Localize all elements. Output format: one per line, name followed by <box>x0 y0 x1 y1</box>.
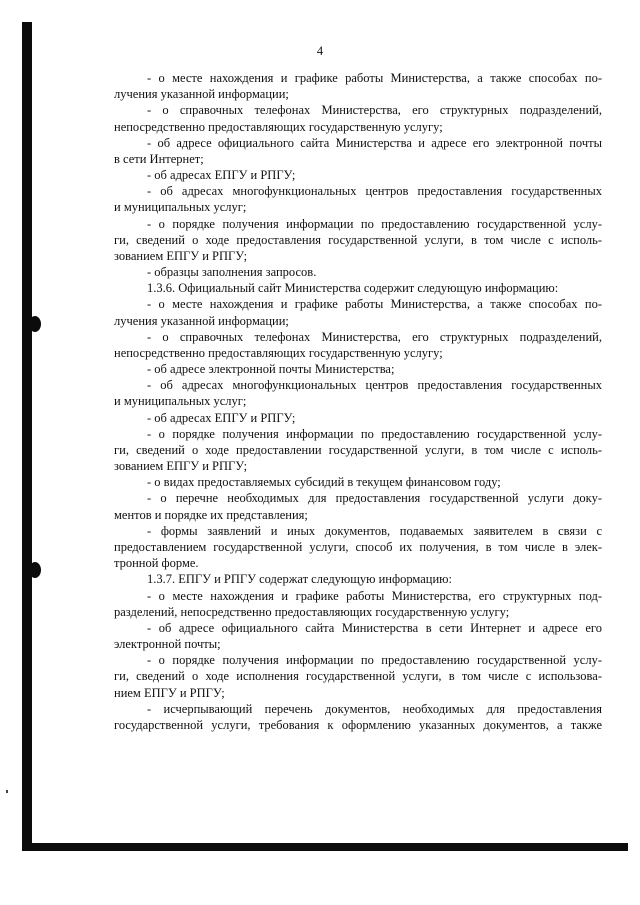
text-line: ги, сведений о ходе предоставлении государственной услуги, в том числе с исполь- <box>114 442 602 457</box>
text-line: - о справочных телефонах Министерства, его структурных подразделений, <box>147 103 602 118</box>
text-line: зованием ЕПГУ и РПГУ; <box>114 248 248 263</box>
text-line: ментов и порядке их представления; <box>114 507 308 522</box>
text-line: - об адресах ЕПГУ и РПГУ; <box>147 410 296 425</box>
text-line: - о порядке получения информации по предоставлению государственной услу- <box>147 216 602 231</box>
page-number: 4 <box>316 44 324 58</box>
text-line: 1.3.7. ЕПГУ и РПГУ содержат следующую информацию: <box>147 572 452 587</box>
text-line: - об адресах многофункциональных центров предоставления государственных <box>147 378 602 393</box>
text-line: разделений, непосредственно предоставляющих государственную услугу; <box>114 604 510 619</box>
text-line: лучения указанной информации; <box>114 313 289 328</box>
text-line: - о справочных телефонах Министерства, его структурных подразделений, <box>147 329 602 344</box>
text-line: ги, сведений о ходе исполнения государственной услуги, в том числе с использова- <box>114 669 602 684</box>
text-line: - о видах предоставляемых субсидий в текущем финансовом году; <box>147 475 501 490</box>
scan-border-left <box>22 22 32 850</box>
scan-speck <box>6 790 8 793</box>
text-line: предоставлением государственной услуги, способ их получения, в том числе в элек- <box>114 539 602 554</box>
text-line: 1.3.6. Официальный сайт Министерства содержит следующую информацию: <box>147 281 559 296</box>
text-line: - об адресе официального сайта Министерства в сети Интернет и адресе его <box>147 620 602 635</box>
text-line: лучения указанной информации; <box>114 87 289 102</box>
text-line: - об адресах многофункциональных центров предоставления государственных <box>147 184 602 199</box>
text-line: непосредственно предоставляющих государственную услугу; <box>114 345 443 360</box>
text-line: государственной услуги, требования к оформлению указанных документов, а также <box>114 717 602 732</box>
text-line: ги, сведений о ходе предоставления государственной услуги, в том числе с исполь- <box>114 232 602 247</box>
text-line: и муниципальных услуг; <box>114 200 247 215</box>
binder-hole-mark <box>29 562 41 578</box>
text-line: - о перечне необходимых для предоставления государственной услуги доку- <box>147 491 602 506</box>
text-line: - о месте нахождения и графике работы Министерства, а также способах по- <box>147 71 602 85</box>
text-line: - исчерпывающий перечень документов, необходимых для предоставления <box>147 701 602 716</box>
text-line: электронной почты; <box>114 637 221 652</box>
document-body <box>114 70 602 733</box>
text-line: - о месте нахождения и графике работы Министерства, его структурных под- <box>147 588 602 603</box>
text-line: - образцы заполнения запросов. <box>147 265 317 280</box>
text-line: зованием ЕПГУ и РПГУ; <box>114 459 248 474</box>
text-line: - об адресах ЕПГУ и РПГУ; <box>147 168 296 183</box>
text-line: в сети Интернет; <box>114 151 204 166</box>
text-line: - о порядке получения информации по предоставлению государственной услу- <box>147 426 602 441</box>
text-line: - об адресе официального сайта Министерства и адресе его электронной почты <box>147 135 602 150</box>
text-line: тронной форме. <box>114 556 199 571</box>
scan-border-bottom <box>22 843 628 851</box>
text-line: - формы заявлений и иных документов, подаваемых заявителем в связи с <box>147 523 602 538</box>
text-line: - о месте нахождения и графике работы Министерства, а также способах по- <box>147 297 602 312</box>
text-line: - об адресе электронной почты Министерства; <box>147 362 395 377</box>
binder-hole-mark <box>29 316 41 332</box>
text-line: нием ЕПГУ и РПГУ; <box>114 685 225 700</box>
text-line: - о порядке получения информации по предоставлению государственной услу- <box>147 653 602 668</box>
text-line: непосредственно предоставляющих государственную услугу; <box>114 119 443 134</box>
text-line: и муниципальных услуг; <box>114 394 247 409</box>
